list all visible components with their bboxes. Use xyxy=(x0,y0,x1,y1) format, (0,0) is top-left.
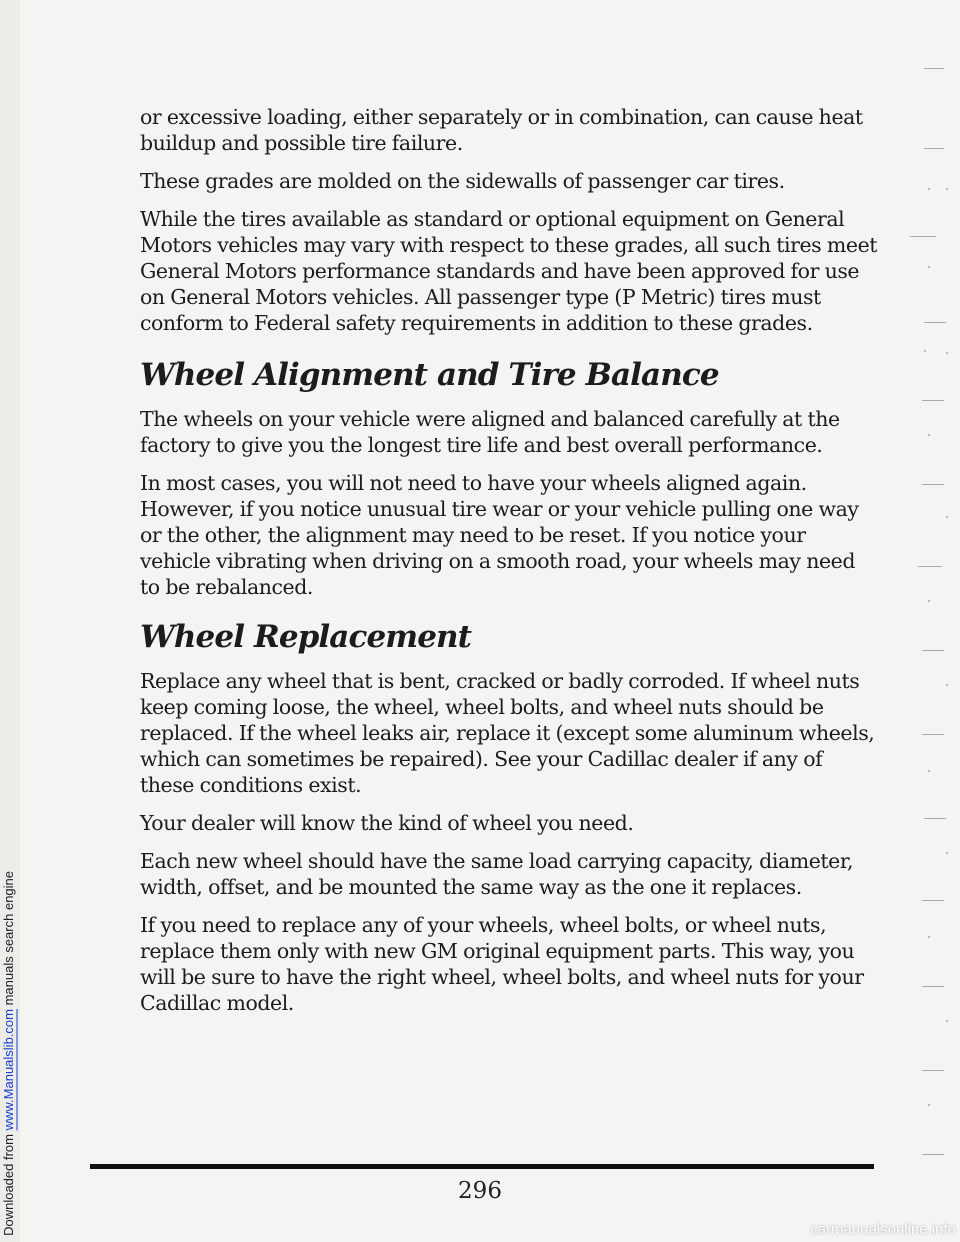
download-prefix: Downloaded from xyxy=(1,1130,16,1236)
page-number: 296 xyxy=(458,1178,502,1204)
paragraph-gm-standards: While the tires available as standard or optional equipment on General Motors vehicles may vary with respect to these grades, all such tires meet General Motors performance standards and have been approved for use on General Motors vehicles. All passenger type (P Metric) tires must conform to Federal safety requirements in addition to these grades. xyxy=(140,207,878,335)
paragraph-alignment-reset: In most cases, you will not need to have your wheels aligned again. However, if you notice unusual tire wear or your vehicle pulling one way or the other, the alignment may need to be reset. If you notice your vehicle vibrating when driving on a smooth road, your wheels may need to be rebalanced. xyxy=(140,471,859,599)
heading-wheel-replacement: Wheel Replacement xyxy=(140,619,472,655)
page-content xyxy=(140,104,880,1028)
paragraph-gm-parts: If you need to replace any of your wheels, wheel bolts, or wheel nuts, replace them only with new GM original equipment parts. This way, you will be sure to have the right wheel, wheel bolts, and wheel nuts for your Cadillac model. xyxy=(140,913,864,1015)
paragraph-replace-wheel: Replace any wheel that is bent, cracked or badly corroded. If wheel nuts keep coming loose, the wheel, wheel bolts, and wheel nuts should be replaced. If the wheel leaks air, replace it (except some aluminum wheels, which can sometimes be repaired). See your Cadillac dealer if any of these conditions exist. xyxy=(140,669,875,797)
heading-wheel-alignment: Wheel Alignment and Tire Balance xyxy=(140,357,719,393)
manualslib-link[interactable]: www.Manualslib.com xyxy=(1,1009,16,1131)
paragraph-aligned-balanced: The wheels on your vehicle were aligned and balanced carefully at the factory to give you the longest tire life and best overall performance. xyxy=(140,407,840,457)
footer-rule xyxy=(90,1164,874,1169)
paragraph-grades-molded: These grades are molded on the sidewalls of passenger car tires. xyxy=(140,169,785,193)
paragraph-dealer-knows: Your dealer will know the kind of wheel you need. xyxy=(140,811,634,835)
paragraph-new-wheel-specs: Each new wheel should have the same load carrying capacity, diameter, width, offset, and be mounted the same way as the one it replaces. xyxy=(140,849,854,899)
download-suffix: manuals search engine xyxy=(1,871,16,1010)
watermark: carmanualsonline.info xyxy=(810,1221,956,1238)
margin-scan-marks xyxy=(890,0,960,1242)
download-sidebar xyxy=(0,0,20,1242)
paragraph-heat-buildup: or excessive loading, either separately or in combination, can cause heat buildup and possible tire failure. xyxy=(140,105,863,155)
